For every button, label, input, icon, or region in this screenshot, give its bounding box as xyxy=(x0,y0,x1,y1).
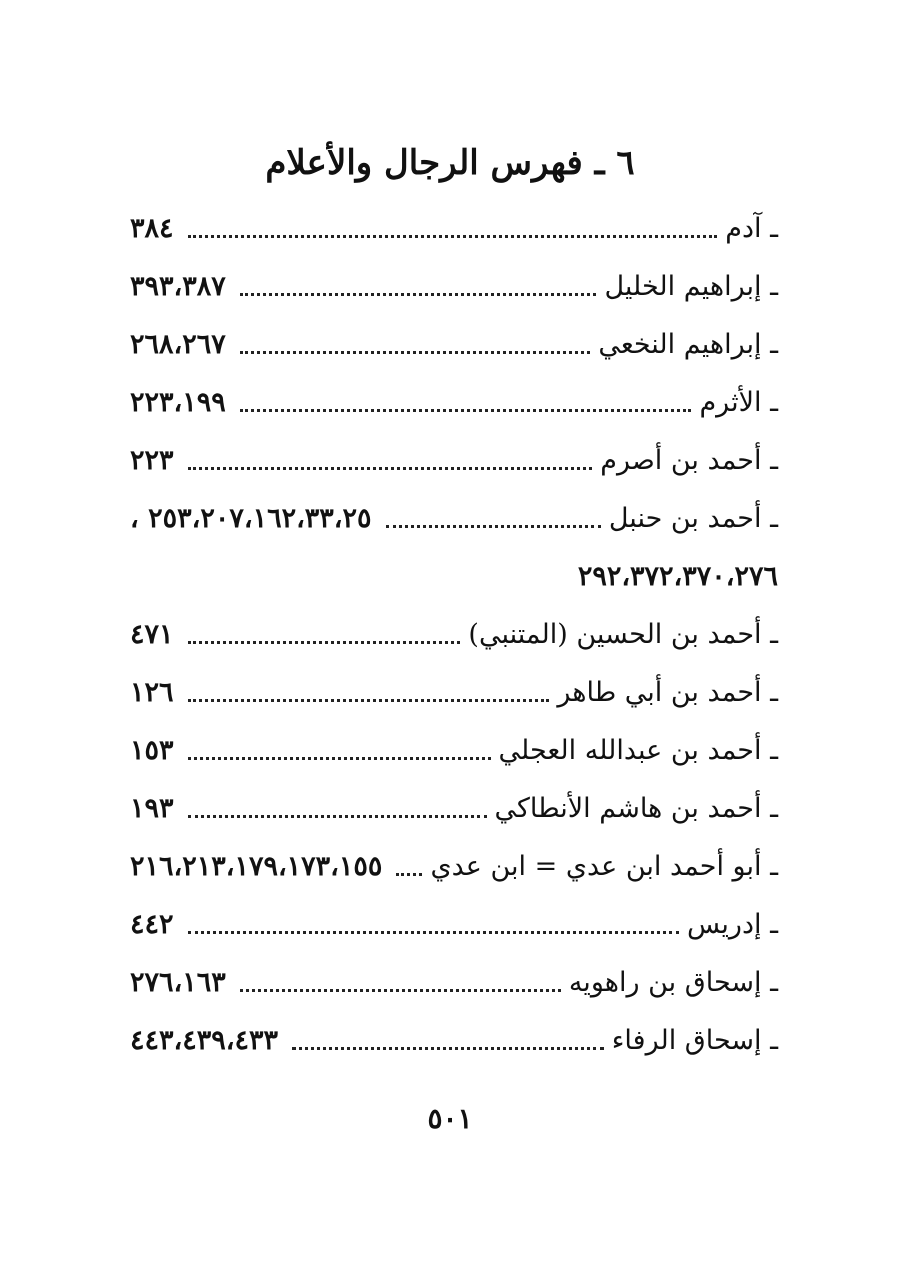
entry-name: ـ أبو أحمد ابن عدي = ابن عدي xyxy=(430,851,778,882)
entry-pages: ٢٢٣ xyxy=(130,445,174,476)
dot-leader xyxy=(292,1047,604,1050)
index-entry xyxy=(130,954,778,1012)
entry-pages: ١٢٦ xyxy=(130,677,174,708)
dot-leader xyxy=(188,641,461,644)
entry-name: ـ أحمد بن هاشم الأنطاكي xyxy=(494,793,778,824)
entry-name: ـ أحمد بن أصرم xyxy=(600,445,778,476)
entry-name: ـ آدم xyxy=(725,213,778,244)
dot-leader xyxy=(188,757,491,760)
dot-leader xyxy=(188,931,679,934)
entry-pages: ٢٥٣،٢٠٧،١٦٢،٣٣،٢٥ ، xyxy=(130,503,372,534)
index-list xyxy=(130,200,778,1070)
index-entry xyxy=(130,606,778,664)
index-entry xyxy=(130,1012,778,1070)
entry-name: ـ إسحاق الرفاء xyxy=(611,1025,778,1056)
entry-pages: ١٥٣ xyxy=(130,735,174,766)
entry-name: ـ أحمد بن عبدالله العجلي xyxy=(498,735,778,766)
index-entry xyxy=(130,490,778,548)
dot-leader xyxy=(240,989,561,992)
entry-pages: ١٩٣ xyxy=(130,793,174,824)
entry-name: ـ إسحاق بن راهويه xyxy=(568,967,778,998)
dot-leader xyxy=(188,815,487,818)
entry-pages: ٤٤٣،٤٣٩،٤٣٣ xyxy=(130,1025,278,1056)
entry-pages: ٢٢٣،١٩٩ xyxy=(130,387,226,418)
index-entry xyxy=(130,200,778,258)
index-entry xyxy=(130,896,778,954)
page-title: ٦ ـ فهرس الرجال والأعلام xyxy=(265,143,635,183)
entry-name: ـ أحمد بن الحسين (المتنبي) xyxy=(468,619,778,650)
dot-leader xyxy=(188,699,550,702)
dot-leader xyxy=(188,467,593,470)
entry-pages: ٣٨٤ xyxy=(130,213,174,244)
entry-name: ـ أحمد بن حنبل xyxy=(608,503,778,534)
entry-name: ـ إبراهيم الخليل xyxy=(604,271,778,302)
entry-name: ـ أحمد بن أبي طاهر xyxy=(557,677,778,708)
dot-leader xyxy=(188,235,718,238)
entry-name: ـ الأثرم xyxy=(699,387,778,418)
entry-pages: ٣٩٣،٣٨٧ xyxy=(130,271,226,302)
index-entry xyxy=(130,258,778,316)
entry-pages: ٤٤٢ xyxy=(130,909,174,940)
index-entry-continuation xyxy=(130,548,778,606)
entry-name: ـ إدريس xyxy=(687,909,778,940)
entry-pages: ٢٩٢،٣٧٢،٣٧٠،٢٧٦ xyxy=(577,561,778,592)
dot-leader xyxy=(396,873,422,876)
dot-leader xyxy=(240,293,597,296)
dot-leader xyxy=(240,351,591,354)
dot-leader xyxy=(386,525,601,528)
entry-pages: ٢١٦،٢١٣،١٧٩،١٧٣،١٥٥ xyxy=(130,851,383,882)
index-entry xyxy=(130,780,778,838)
entry-name: ـ إبراهيم النخعي xyxy=(598,329,778,360)
index-entry xyxy=(130,432,778,490)
page-number: ٥٠١ xyxy=(427,1102,473,1135)
index-entry xyxy=(130,722,778,780)
entry-pages: ٢٦٨،٢٦٧ xyxy=(130,329,226,360)
index-entry xyxy=(130,838,778,896)
entry-pages: ٢٧٦،١٦٣ xyxy=(130,967,226,998)
dot-leader xyxy=(240,409,692,412)
index-entry xyxy=(130,316,778,374)
entry-pages: ٤٧١ xyxy=(130,619,174,650)
index-entry xyxy=(130,664,778,722)
index-entry xyxy=(130,374,778,432)
